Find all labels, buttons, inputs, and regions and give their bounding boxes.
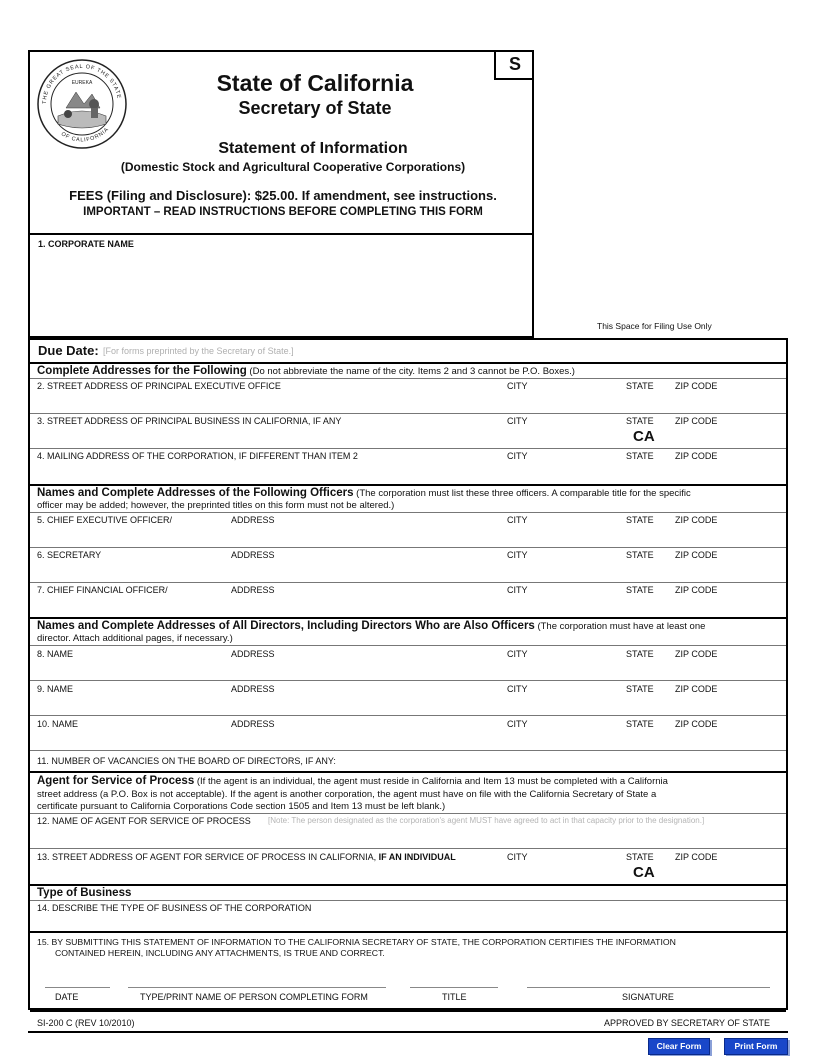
- state-label: STATE: [626, 550, 654, 560]
- state-seal-icon: [36, 58, 128, 150]
- zip-label: ZIP CODE: [675, 451, 718, 461]
- name-line: [128, 987, 386, 988]
- city-label: CITY: [507, 550, 528, 560]
- item9-label: 9. NAME: [37, 684, 74, 694]
- state-label: STATE: [626, 416, 654, 426]
- form-title: Statement of Information: [218, 140, 408, 157]
- state-label: STATE: [626, 684, 654, 694]
- signature-line: [527, 987, 770, 988]
- filing-use-label: This Space for Filing Use Only: [597, 321, 712, 331]
- zip-label: ZIP CODE: [675, 416, 718, 426]
- due-date-label: Due Date:: [38, 343, 99, 358]
- city-label: CITY: [507, 649, 528, 659]
- row-divider: [30, 645, 786, 646]
- state-label: STATE: [626, 649, 654, 659]
- zip-label: ZIP CODE: [675, 684, 718, 694]
- city-label: CITY: [507, 852, 528, 862]
- address-label: ADDRESS: [231, 515, 275, 525]
- row-divider: [30, 413, 786, 414]
- name-label: TYPE/PRINT NAME OF PERSON COMPLETING FORM: [140, 992, 368, 1002]
- address-label: ADDRESS: [231, 585, 275, 595]
- svg-text:EUREKA: EUREKA: [71, 80, 93, 86]
- state-title: State of California: [216, 70, 414, 96]
- date-label: DATE: [55, 992, 79, 1002]
- section-divider: [30, 484, 786, 486]
- zip-label: ZIP CODE: [675, 585, 718, 595]
- item14-label: 14. DESCRIBE THE TYPE OF BUSINESS OF THE CORPORATION: [37, 903, 312, 913]
- date-line: [45, 987, 110, 988]
- signature-label: SIGNATURE: [622, 992, 674, 1002]
- row-divider: [30, 715, 786, 716]
- city-label: CITY: [507, 684, 528, 694]
- address-label: ADDRESS: [231, 684, 275, 694]
- title-label: TITLE: [442, 992, 467, 1002]
- approved-text: APPROVED BY SECRETARY OF STATE: [604, 1018, 771, 1028]
- zip-label: ZIP CODE: [675, 649, 718, 659]
- state-label: STATE: [626, 852, 654, 862]
- zip-label: ZIP CODE: [675, 719, 718, 729]
- row-divider: [30, 848, 786, 849]
- agent-state-value-ca: CA: [633, 864, 655, 881]
- item8-label: 8. NAME: [37, 649, 74, 659]
- zip-label: ZIP CODE: [675, 515, 718, 525]
- item13-label: 13. STREET ADDRESS OF AGENT FOR SERVICE OF PROCESS IN CALIFORNIA, IF AN INDIVIDUAL: [37, 852, 456, 862]
- print-form-button[interactable]: Print Form: [724, 1038, 788, 1055]
- city-label: CITY: [507, 416, 528, 426]
- city-label: CITY: [507, 719, 528, 729]
- state-label: STATE: [626, 381, 654, 391]
- state-label: STATE: [626, 719, 654, 729]
- item6-label: 6. SECRETARY: [37, 550, 102, 560]
- addresses-heading: Complete Addresses for the Following (Do not abbreviate the name of the city. Items 2 and 3 cannot be P.O. Boxes.): [37, 365, 575, 377]
- item4-label: 4. MAILING ADDRESS OF THE CORPORATION, IF DIFFERENT THAN ITEM 2: [37, 451, 358, 461]
- section-divider: [30, 884, 786, 886]
- svg-text:OF CALIFORNIA: OF CALIFORNIA: [59, 126, 111, 144]
- state-label: STATE: [626, 515, 654, 525]
- divider: [30, 362, 786, 364]
- corporate-name-label: 1. CORPORATE NAME: [38, 239, 134, 249]
- row-divider: [30, 582, 786, 583]
- city-label: CITY: [507, 381, 528, 391]
- agent-note-line2: street address (a P.O. Box is not acceptable). If the agent is another corporation, the agent must have on file with the California Secretary of State a: [37, 789, 657, 800]
- title-line: [410, 987, 498, 988]
- row-divider: [30, 547, 786, 548]
- section-divider: [30, 931, 786, 933]
- row-divider: [30, 512, 786, 513]
- city-label: CITY: [507, 451, 528, 461]
- row-divider: [30, 448, 786, 449]
- officers-note: officer may be added; however, the preprinted titles on this form must not be altered.): [37, 500, 395, 511]
- due-date-note: [For forms preprinted by the Secretary of State.]: [103, 346, 294, 356]
- state-label: STATE: [626, 451, 654, 461]
- row-divider: [30, 680, 786, 681]
- business-heading: Type of Business: [37, 887, 132, 899]
- city-label: CITY: [507, 515, 528, 525]
- item11-label: 11. NUMBER OF VACANCIES ON THE BOARD OF DIRECTORS, IF ANY:: [37, 756, 336, 766]
- item7-label: 7. CHIEF FINANCIAL OFFICER/: [37, 585, 168, 595]
- certification-line2: CONTAINED HEREIN, INCLUDING ANY ATTACHMENTS, IS TRUE AND CORRECT.: [55, 948, 385, 958]
- item12-note: [Note: The person designated as the corporation's agent MUST have agreed to act in that capacity prior to the designation.]: [268, 816, 705, 825]
- address-label: ADDRESS: [231, 550, 275, 560]
- directors-heading: Names and Complete Addresses of All Directors, Including Directors Who are Also Officers (The corporation must have at least one: [37, 620, 706, 632]
- zip-label: ZIP CODE: [675, 852, 718, 862]
- item3-label: 3. STREET ADDRESS OF PRINCIPAL BUSINESS IN CALIFORNIA, IF ANY: [37, 416, 342, 426]
- item10-label: 10. NAME: [37, 719, 79, 729]
- svg-text:THE GREAT SEAL OF THE STATE: THE GREAT SEAL OF THE STATE: [41, 63, 122, 105]
- item2-label: 2. STREET ADDRESS OF PRINCIPAL EXECUTIVE OFFICE: [37, 381, 281, 391]
- row-divider: [30, 900, 786, 901]
- directors-note: director. Attach additional pages, if necessary.): [37, 633, 233, 644]
- important-notice: IMPORTANT – READ INSTRUCTIONS BEFORE COMPLETING THIS FORM: [83, 206, 483, 218]
- item12-label: 12. NAME OF AGENT FOR SERVICE OF PROCESS: [37, 816, 251, 826]
- agent-note-line3: certificate pursuant to California Corporations Code section 1505 and Item 13 must be left blank.): [37, 801, 446, 812]
- row-divider: [30, 750, 786, 751]
- address-label: ADDRESS: [231, 649, 275, 659]
- form-subtitle: (Domestic Stock and Agricultural Cooperative Corporations): [120, 160, 466, 174]
- footer-rule: [28, 1031, 788, 1033]
- certification-line1: 15. BY SUBMITTING THIS STATEMENT OF INFORMATION TO THE CALIFORNIA SECRETARY OF STATE, THE CORPORATION CERTIFIES THE INFORMATION: [37, 937, 676, 947]
- row-divider: [30, 813, 786, 814]
- office-title: Secretary of State: [238, 98, 392, 118]
- section-divider: [30, 617, 786, 619]
- address-label: ADDRESS: [231, 719, 275, 729]
- state-value-ca: CA: [633, 428, 655, 445]
- zip-label: ZIP CODE: [675, 381, 718, 391]
- city-label: CITY: [507, 585, 528, 595]
- officers-heading: Names and Complete Addresses of the Following Officers (The corporation must list these three officers. A comparable title for the specific: [37, 487, 691, 499]
- agent-heading: Agent for Service of Process (If the agent is an individual, the agent must reside in California and Item 13 must be completed with a California: [37, 775, 668, 787]
- form-id: SI-200 C (REV 10/2010): [37, 1018, 135, 1028]
- fees-text: FEES (Filing and Disclosure): $25.00. If amendment, see instructions.: [69, 188, 497, 203]
- form-letter-box: S: [494, 50, 534, 80]
- state-label: STATE: [626, 585, 654, 595]
- section-divider: [30, 771, 786, 773]
- item5-label: 5. CHIEF EXECUTIVE OFFICER/: [37, 515, 173, 525]
- clear-form-button[interactable]: Clear Form: [648, 1038, 710, 1055]
- section-divider: [30, 1010, 786, 1012]
- row-divider: [30, 378, 786, 379]
- zip-label: ZIP CODE: [675, 550, 718, 560]
